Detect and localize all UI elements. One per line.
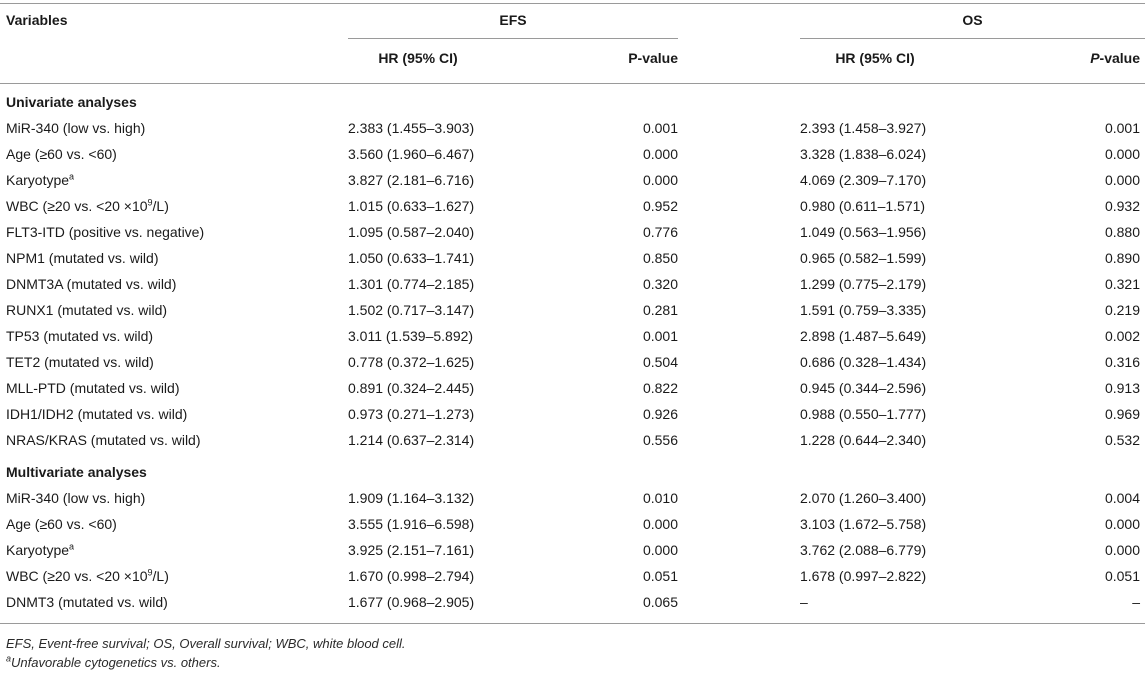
table-row xyxy=(0,219,1145,245)
efs-pvalue-cell: 0.000 xyxy=(642,172,678,188)
superscript: a xyxy=(69,171,75,182)
efs-pvalue-cell: 0.000 xyxy=(642,146,678,162)
header-os-hr: HR (95% CI) xyxy=(835,50,915,66)
section-univariate: Univariate analyses xyxy=(6,94,137,110)
os-pvalue-cell: – xyxy=(1132,594,1140,610)
efs-hr-cell: 3.827 (2.181–6.716) xyxy=(348,172,475,188)
variable-tail: /L) xyxy=(152,568,169,584)
os-hr-cell: 2.393 (1.458–3.927) xyxy=(800,120,927,136)
os-pvalue-cell: 0.004 xyxy=(1104,490,1140,506)
header-bottom-rule xyxy=(0,83,1145,84)
header-variables: Variables xyxy=(6,12,68,28)
table-row xyxy=(0,589,1145,615)
efs-pvalue-cell: 0.281 xyxy=(642,302,678,318)
efs-hr-cell: 3.555 (1.916–6.598) xyxy=(348,516,475,532)
section-multivariate: Multivariate analyses xyxy=(6,464,147,480)
variable-cell xyxy=(6,537,74,563)
table-row xyxy=(0,511,1145,537)
os-pvalue-cell: 0.000 xyxy=(1104,172,1140,188)
footnote-abbreviations: EFS, Event-free survival; OS, Overall survival; WBC, white blood cell. xyxy=(6,636,406,651)
footnote-a xyxy=(6,655,221,670)
os-pvalue-cell: 0.002 xyxy=(1104,328,1140,344)
os-hr-cell: 3.103 (1.672–5.758) xyxy=(800,516,927,532)
efs-hr-cell: 1.301 (0.774–2.185) xyxy=(348,276,475,292)
variable-cell xyxy=(6,245,158,271)
efs-pvalue-cell: 0.320 xyxy=(642,276,678,292)
os-hr-cell: 0.686 (0.328–1.434) xyxy=(800,354,927,370)
os-pvalue-cell: 0.932 xyxy=(1104,198,1140,214)
os-hr-cell: 0.965 (0.582–1.599) xyxy=(800,250,927,266)
os-pvalue-cell: 0.051 xyxy=(1104,568,1140,584)
variable-cell xyxy=(6,115,145,141)
efs-pvalue-cell: 0.822 xyxy=(642,380,678,396)
os-pvalue-cell: 0.316 xyxy=(1104,354,1140,370)
os-hr-cell: 1.678 (0.997–2.822) xyxy=(800,568,927,584)
efs-pvalue-cell: 0.000 xyxy=(642,542,678,558)
header-os-pvalue-rest: -value xyxy=(1099,50,1140,66)
variable-text: NRAS/KRAS (mutated vs. wild) xyxy=(6,432,201,448)
os-hr-cell: 1.591 (0.759–3.335) xyxy=(800,302,927,318)
efs-group-rule xyxy=(348,38,678,39)
os-pvalue-cell: 0.000 xyxy=(1104,516,1140,532)
efs-pvalue-cell: 0.000 xyxy=(642,516,678,532)
table-row xyxy=(0,245,1145,271)
variable-text: RUNX1 (mutated vs. wild) xyxy=(6,302,168,318)
efs-pvalue-cell: 0.051 xyxy=(642,568,678,584)
os-pvalue-cell: 0.969 xyxy=(1104,406,1140,422)
footnote-a-mark: a xyxy=(6,653,12,664)
efs-hr-cell: 1.214 (0.637–2.314) xyxy=(348,432,475,448)
variable-text: Karyotype xyxy=(6,172,70,188)
footnote-a-text: Unfavorable cytogenetics vs. others. xyxy=(11,655,221,670)
variable-text: WBC (≥20 vs. <20 ×10 xyxy=(6,568,148,584)
variable-cell xyxy=(6,485,145,511)
variable-text: TET2 (mutated vs. wild) xyxy=(6,354,154,370)
efs-hr-cell: 1.909 (1.164–3.132) xyxy=(348,490,475,506)
superscript: 9 xyxy=(147,567,153,578)
table-row xyxy=(0,537,1145,563)
os-pvalue-cell: 0.219 xyxy=(1104,302,1140,318)
variable-text: MiR-340 (low vs. high) xyxy=(6,120,146,136)
variable-cell xyxy=(6,401,187,427)
variable-cell xyxy=(6,297,167,323)
efs-hr-cell: 1.050 (0.633–1.741) xyxy=(348,250,475,266)
variable-text: DNMT3A (mutated vs. wild) xyxy=(6,276,177,292)
os-pvalue-cell: 0.913 xyxy=(1104,380,1140,396)
efs-pvalue-cell: 0.556 xyxy=(642,432,678,448)
efs-hr-cell: 0.891 (0.324–2.445) xyxy=(348,380,475,396)
os-group-rule xyxy=(800,38,1145,39)
variable-text: WBC (≥20 vs. <20 ×10 xyxy=(6,198,148,214)
os-hr-cell: 0.945 (0.344–2.596) xyxy=(800,380,927,396)
os-hr-cell: – xyxy=(800,594,808,610)
os-hr-cell: 0.988 (0.550–1.777) xyxy=(800,406,927,422)
os-pvalue-cell: 0.890 xyxy=(1104,250,1140,266)
variable-text: FLT3-ITD (positive vs. negative) xyxy=(6,224,205,240)
efs-hr-cell: 1.502 (0.717–3.147) xyxy=(348,302,475,318)
variable-text: Age (≥60 vs. <60) xyxy=(6,516,117,532)
header-os: OS xyxy=(962,12,983,28)
efs-hr-cell: 0.973 (0.271–1.273) xyxy=(348,406,475,422)
variable-cell xyxy=(6,427,201,453)
efs-hr-cell: 2.383 (1.455–3.903) xyxy=(348,120,475,136)
os-hr-cell: 0.980 (0.611–1.571) xyxy=(800,198,926,214)
bottom-rule xyxy=(0,623,1145,624)
table-row xyxy=(0,271,1145,297)
variable-text: DNMT3 (mutated vs. wild) xyxy=(6,594,168,610)
variable-cell xyxy=(6,349,154,375)
variable-text: MiR-340 (low vs. high) xyxy=(6,490,146,506)
os-pvalue-cell: 0.532 xyxy=(1104,432,1140,448)
header-efs-hr: HR (95% CI) xyxy=(378,50,458,66)
os-hr-cell: 1.299 (0.775–2.179) xyxy=(800,276,927,292)
variable-text: Karyotype xyxy=(6,542,70,558)
variable-cell xyxy=(6,323,153,349)
variable-text: TP53 (mutated vs. wild) xyxy=(6,328,154,344)
os-pvalue-cell: 0.000 xyxy=(1104,542,1140,558)
efs-hr-cell: 1.015 (0.633–1.627) xyxy=(348,198,475,214)
table-row xyxy=(0,349,1145,375)
variable-cell xyxy=(6,563,169,589)
variable-cell xyxy=(6,193,169,219)
header-os-pvalue xyxy=(1060,50,1140,66)
efs-pvalue-cell: 0.504 xyxy=(642,354,678,370)
os-hr-cell: 4.069 (2.309–7.170) xyxy=(800,172,927,188)
table-row xyxy=(0,193,1145,219)
efs-hr-cell: 1.670 (0.998–2.794) xyxy=(348,568,475,584)
header-efs: EFS xyxy=(499,12,527,28)
header-os-pvalue-p: P xyxy=(1090,50,1100,66)
efs-pvalue-cell: 0.001 xyxy=(642,328,678,344)
efs-hr-cell: 3.560 (1.960–6.467) xyxy=(348,146,475,162)
table-row xyxy=(0,375,1145,401)
efs-pvalue-cell: 0.952 xyxy=(642,198,678,214)
os-hr-cell: 2.898 (1.487–5.649) xyxy=(800,328,927,344)
efs-pvalue-cell: 0.850 xyxy=(642,250,678,266)
variable-cell xyxy=(6,375,179,401)
variable-cell xyxy=(6,589,168,615)
superscript: a xyxy=(69,541,75,552)
table-row xyxy=(0,167,1145,193)
os-hr-cell: 1.049 (0.563–1.956) xyxy=(800,224,927,240)
efs-pvalue-cell: 0.926 xyxy=(642,406,678,422)
table-row xyxy=(0,485,1145,511)
os-pvalue-cell: 0.880 xyxy=(1104,224,1140,240)
efs-hr-cell: 3.011 (1.539–5.892) xyxy=(348,328,474,344)
variable-text: IDH1/IDH2 (mutated vs. wild) xyxy=(6,406,188,422)
header-efs-pvalue: P-value xyxy=(628,50,678,66)
os-hr-cell: 2.070 (1.260–3.400) xyxy=(800,490,927,506)
efs-pvalue-cell: 0.010 xyxy=(642,490,678,506)
variable-cell xyxy=(6,167,74,193)
efs-hr-cell: 1.677 (0.968–2.905) xyxy=(348,594,475,610)
os-hr-cell: 3.762 (2.088–6.779) xyxy=(800,542,927,558)
efs-pvalue-cell: 0.001 xyxy=(642,120,678,136)
table-row xyxy=(0,401,1145,427)
table-row xyxy=(0,141,1145,167)
os-hr-cell: 3.328 (1.838–6.024) xyxy=(800,146,927,162)
variable-text: MLL-PTD (mutated vs. wild) xyxy=(6,380,180,396)
variable-text: Age (≥60 vs. <60) xyxy=(6,146,117,162)
table-row xyxy=(0,427,1145,453)
top-rule xyxy=(0,3,1145,4)
table-row xyxy=(0,115,1145,141)
os-pvalue-cell: 0.001 xyxy=(1104,120,1140,136)
efs-hr-cell: 3.925 (2.151–7.161) xyxy=(348,542,475,558)
table-row xyxy=(0,563,1145,589)
efs-hr-cell: 0.778 (0.372–1.625) xyxy=(348,354,475,370)
variable-tail: /L) xyxy=(152,198,169,214)
table-row xyxy=(0,297,1145,323)
superscript: 9 xyxy=(147,197,153,208)
variable-text: NPM1 (mutated vs. wild) xyxy=(6,250,159,266)
variable-cell xyxy=(6,219,204,245)
efs-hr-cell: 1.095 (0.587–2.040) xyxy=(348,224,475,240)
efs-pvalue-cell: 0.065 xyxy=(642,594,678,610)
os-pvalue-cell: 0.000 xyxy=(1104,146,1140,162)
os-pvalue-cell: 0.321 xyxy=(1104,276,1140,292)
variable-cell xyxy=(6,141,117,167)
variable-cell xyxy=(6,271,176,297)
efs-pvalue-cell: 0.776 xyxy=(642,224,678,240)
table-row xyxy=(0,323,1145,349)
os-hr-cell: 1.228 (0.644–2.340) xyxy=(800,432,927,448)
variable-cell xyxy=(6,511,117,537)
